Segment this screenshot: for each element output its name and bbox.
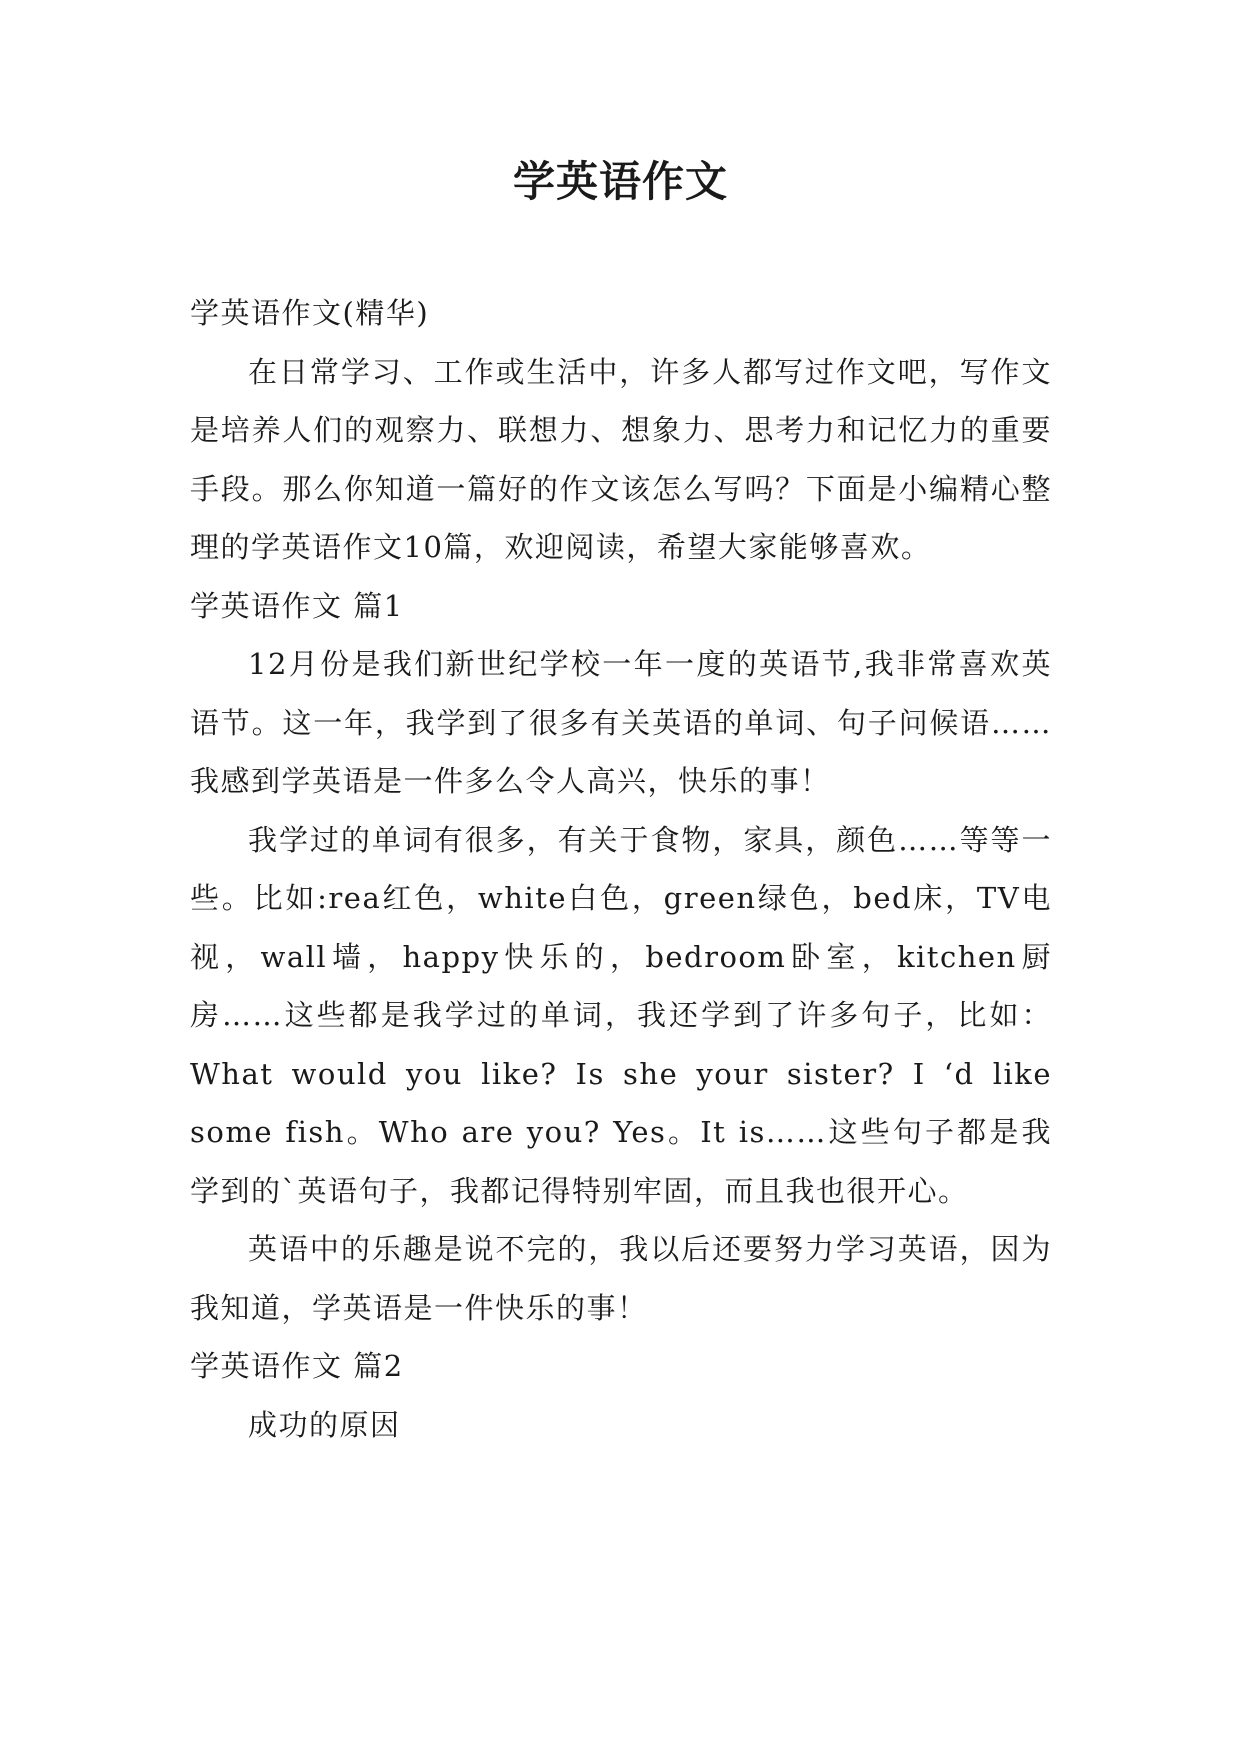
section-1-paragraph-3: 英语中的乐趣是说不完的，我以后还要努力学习英语，因为我知道，学英语是一件快乐的事！ xyxy=(190,1232,1052,1325)
intro-paragraph: 在日常学习、工作或生活中，许多人都写过作文吧，写作文是培养人们的观察力、联想力、想象力、思考力和记忆力的重要手段。那么你知道一篇好的作文该怎么写吗？下面是小编精心整理的学英语作文10篇，欢迎阅读，希望大家能够喜欢。 xyxy=(190,354,1052,564)
document-subtitle: 学英语作文(精华) xyxy=(190,296,430,330)
section-heading-1: 学英语作文 篇1 xyxy=(190,588,404,623)
section-1-paragraph-2: 我学过的单词有很多，有关于食物，家具，颜色……等等一些。比如:rea红色，white白色，green绿色，bed床，TV电视，wall墙，happy快乐的，bedroom卧室，kitchen厨房……这些都是我学过的单词，我还学到了许多句子，比如：What would you like? Is she your sister? I ‘d like some fish。Who are you? Yes。It is……这些句子都是我学到的`英语句子，我都记得特别牢固，而且我也很开心。 xyxy=(190,822,1052,1208)
document-title: 学英语作文 xyxy=(512,157,728,206)
section-heading-2: 学英语作文 篇2 xyxy=(190,1349,404,1383)
section-1-paragraph-1: 12月份是我们新世纪学校一年一度的英语节,我非常喜欢英语节。这一年，我学到了很多有关英语的单词、句子问候语……我感到学英语是一件多么令人高兴，快乐的事！ xyxy=(190,647,1052,798)
document-body xyxy=(190,284,1052,1454)
section-2-paragraph-1: 成功的原因 xyxy=(248,1407,401,1442)
